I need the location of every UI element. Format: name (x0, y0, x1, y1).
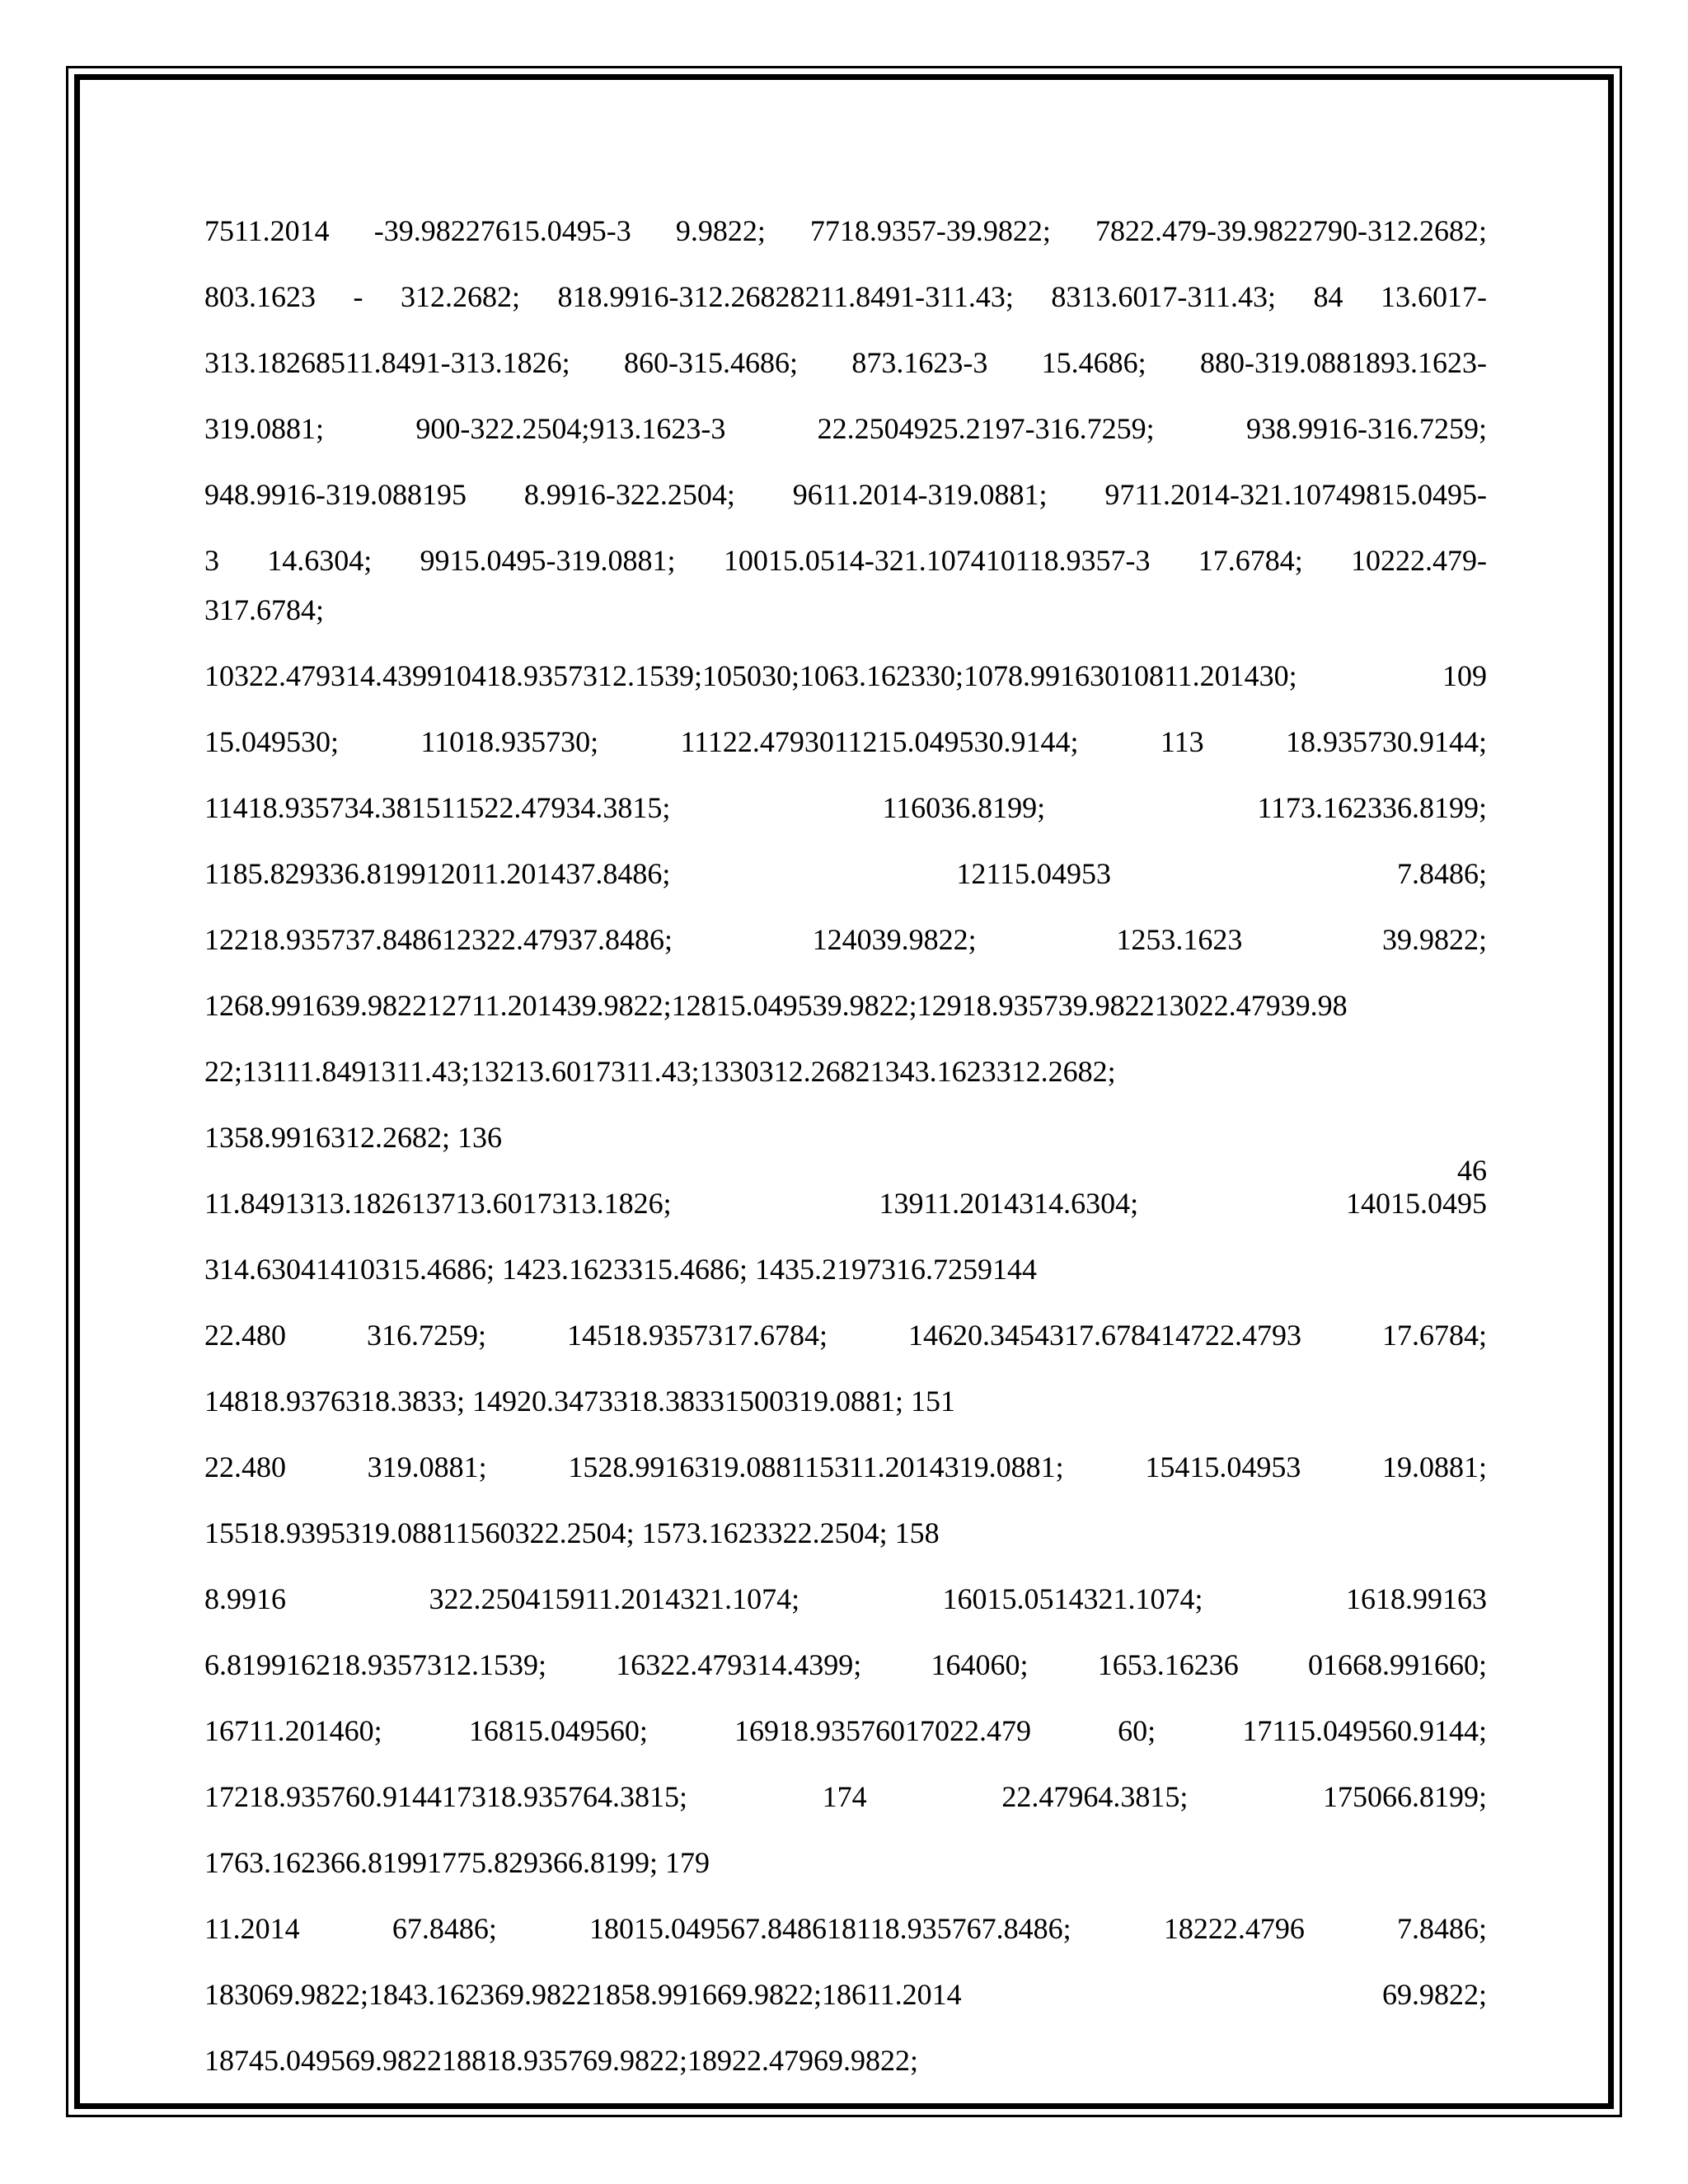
text-line: 313.18268511.8491-313.1826; 860-315.4686; 873.1623-3 15.4686; 880-319.0881893.1623- (204, 346, 1487, 379)
text-line: 7511.2014 -39.98227615.0495-3 9.9822; 7718.9357-39.9822; 7822.479-39.9822790-312.2682; (204, 214, 1487, 247)
text-line: 1763.162366.81991775.829366.8199; 179 (204, 1846, 710, 1879)
text-line: 14818.9376318.3833; 14920.3473318.38331500319.0881; 151 (204, 1385, 956, 1418)
text-line: 12218.935737.848612322.47937.8486; 124039.9822; 1253.1623 39.9822; (204, 923, 1487, 956)
text-line: 948.9916-319.088195 8.9916-322.2504; 9611.2014-319.0881; 9711.2014-321.10749815.0495- (204, 478, 1487, 511)
text-line: 317.6784; (204, 593, 325, 626)
text-line: 15518.9395319.08811560322.2504; 1573.1623322.2504; 158 (204, 1516, 940, 1549)
text-line: 11418.935734.381511522.47934.3815; 116036.8199; 1173.162336.8199; (204, 791, 1487, 824)
text-line: 11.8491313.182613713.6017313.1826; 13911.2014314.6304; 14015.0495 (204, 1187, 1487, 1220)
text-line: 319.0881; 900-322.2504;913.1623-3 22.2504925.2197-316.7259; 938.9916-316.7259; (204, 412, 1487, 445)
text-line: 22.480 316.7259; 14518.9357317.6784; 14620.3454317.678414722.4793 17.6784; (204, 1319, 1487, 1352)
text-line: 1185.829336.819912011.201437.8486; 12115.04953 7.8486; (204, 857, 1487, 890)
text-line: 183069.9822;1843.162369.98221858.991669.9822;18611.2014 69.9822; (204, 1978, 1487, 2011)
text-line: 1268.991639.982212711.201439.9822;12815.049539.9822;12918.935739.982213022.47939.98 (204, 989, 1348, 1022)
text-line: 1358.9916312.2682; 136 (204, 1121, 503, 1154)
text-line: 11.2014 67.8486; 18015.049567.848618118.935767.8486; 18222.4796 7.8486; (204, 1912, 1487, 1945)
text-line: 22.480 319.0881; 1528.9916319.088115311.2014319.0881; 15415.04953 19.0881; (204, 1451, 1487, 1483)
text-line: 22;13111.8491311.43;13213.6017311.43;1330312.26821343.1623312.2682; (204, 1055, 1116, 1088)
text-line: 6.819916218.9357312.1539; 16322.479314.4399; 164060; 1653.16236 01668.991660; (204, 1648, 1487, 1681)
text-line: 314.63041410315.4686; 1423.1623315.4686; 1435.2197316.7259144 (204, 1253, 1038, 1286)
page-number: 46 (1457, 1154, 1487, 1187)
text-line: 16711.201460; 16815.049560; 16918.93576017022.479 60; 17115.049560.9144; (204, 1714, 1487, 1747)
text-line: 15.049530; 11018.935730; 11122.4793011215.049530.9144; 113 18.935730.9144; (204, 725, 1487, 758)
text-line: 10322.479314.439910418.9357312.1539;105030;1063.162330;1078.99163010811.201430; 109 (204, 659, 1487, 692)
text-line: 17218.935760.914417318.935764.3815; 174 22.47964.3815; 175066.8199; (204, 1780, 1487, 1813)
text-line: 3 14.6304; 9915.0495-319.0881; 10015.0514-321.107410118.9357-3 17.6784; 10222.479- (204, 544, 1487, 577)
text-line: 18745.049569.982218818.935769.9822;18922.47969.9822; (204, 2044, 919, 2077)
text-line: 8.9916 322.250415911.2014321.1074; 16015.0514321.1074; 1618.99163 (204, 1582, 1487, 1615)
text-line: 803.1623 - 312.2682; 818.9916-312.26828211.8491-311.43; 8313.6017-311.43; 84 13.6017- (204, 280, 1487, 313)
